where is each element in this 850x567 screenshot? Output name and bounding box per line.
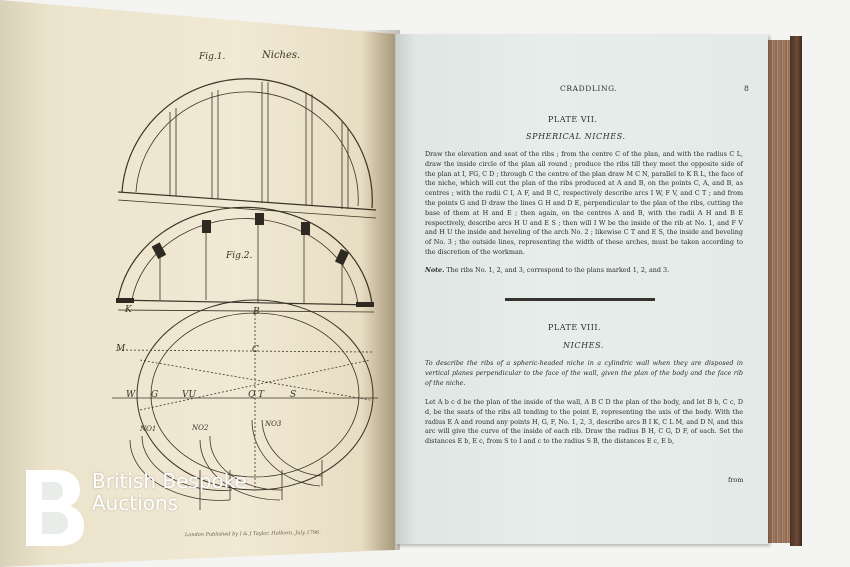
rib-label-no3: NO3 bbox=[265, 420, 282, 428]
running-head: CRADDLING. bbox=[560, 84, 618, 93]
point-label: G bbox=[151, 390, 159, 400]
plate-vii-paragraph: Draw the elevation and seat of the ribs ; from the centre C of the plan, and with the radius C L, draw the inside circle of the plan all round ; produce the ribs till they meet the opposite side of the plan at I, FG, C D ; through C the centre of the plan draw M C N, parallel to K R L, the face of the niche, which will cut the plan of the ribs produced at A and B, on the points C, A, and B, as centres ; with the radii C I, A F, and B C, respectively describe arcs I W, F V, and C T ; and from the points G and D draw the lines G H and D E, perpendicular to the plan of the ribs, cutting the base of them at H and E ; then again, on the centres A and B, with the radii A H and B E respectively, describe arcs H U and E S ; then will I W be the inside of the rib at No. 1, and F V and H U the inside and beveling of the arch No. 2 ; likewise C T and E S, the inside and beveling of No. 3 ; the outside lines, representing the width of these arches, must be taken according to the discretion of the workman. bbox=[425, 150, 743, 256]
point-label: K bbox=[125, 305, 132, 315]
plate-vii-subtitle: SPHERICAL NICHES. bbox=[526, 132, 626, 141]
rib-label-no1: NO1 bbox=[140, 425, 157, 433]
page-number: 8 bbox=[744, 84, 749, 93]
plate-viii-heading: PLATE VIII. bbox=[548, 323, 602, 332]
point-label: S bbox=[290, 390, 297, 400]
point-label: Q bbox=[248, 390, 256, 400]
logo-text-line1: British Bespoke bbox=[92, 469, 247, 493]
note-text: The ribs No. 1, 2, and 3, correspond to the plans marked 1, 2, and 3. bbox=[446, 266, 670, 274]
rib-label-no2: NO2 bbox=[192, 424, 209, 432]
plate-viii-paragraph: Let A b c d be the plan of the inside of the wall, A B C D the plan of the body, and let B b, C c, D d, be the seats of the ribs all tending to the point E, representing the axis of the body. With the radius E A and round any points H, G, F, No. 1, 2, 3, describe arcs B I K, C L M, and D N, and this arc will give the curve of the inside of each rib. Draw the radius B H, C G, D F, of each. Set the distances E b, E c, from S to I and c to the radius S B, the distances E c, E b, bbox=[425, 398, 743, 446]
gutter-shadow bbox=[360, 30, 400, 550]
plate-vii-heading: PLATE VII. bbox=[548, 115, 598, 124]
right-page-text bbox=[396, 34, 768, 544]
point-label: W bbox=[126, 390, 136, 400]
catchword: from bbox=[728, 476, 744, 484]
section-rule bbox=[505, 298, 655, 301]
fig2-label: Fig.2. bbox=[226, 251, 253, 261]
plate-viii-intro: To describe the ribs of a spheric-headed niche in a cylindric wall when they are disposed in vertical planes perpendicular to the face of the wall, given the plan of the body and the face rib of the niche. bbox=[425, 359, 743, 387]
point-label: B bbox=[253, 307, 260, 317]
plate-vii-note bbox=[425, 266, 743, 276]
plate-imprint: London Published by I & J Taylor, Holborn, July 1796. bbox=[184, 529, 321, 539]
auction-logo-icon bbox=[22, 468, 86, 548]
fig1-label: Fig.1. bbox=[199, 52, 226, 62]
logo-text-line2: Auctions bbox=[92, 491, 179, 515]
book-cover-edge bbox=[790, 36, 802, 546]
plate-viii-subtitle: NICHES. bbox=[563, 341, 605, 350]
point-label: VU bbox=[182, 390, 197, 400]
point-label: C bbox=[252, 345, 259, 355]
point-label: T bbox=[258, 390, 265, 400]
point-label: M bbox=[116, 344, 126, 354]
niches-plate-title: Niches. bbox=[262, 50, 301, 61]
note-label: Note. bbox=[425, 266, 445, 274]
